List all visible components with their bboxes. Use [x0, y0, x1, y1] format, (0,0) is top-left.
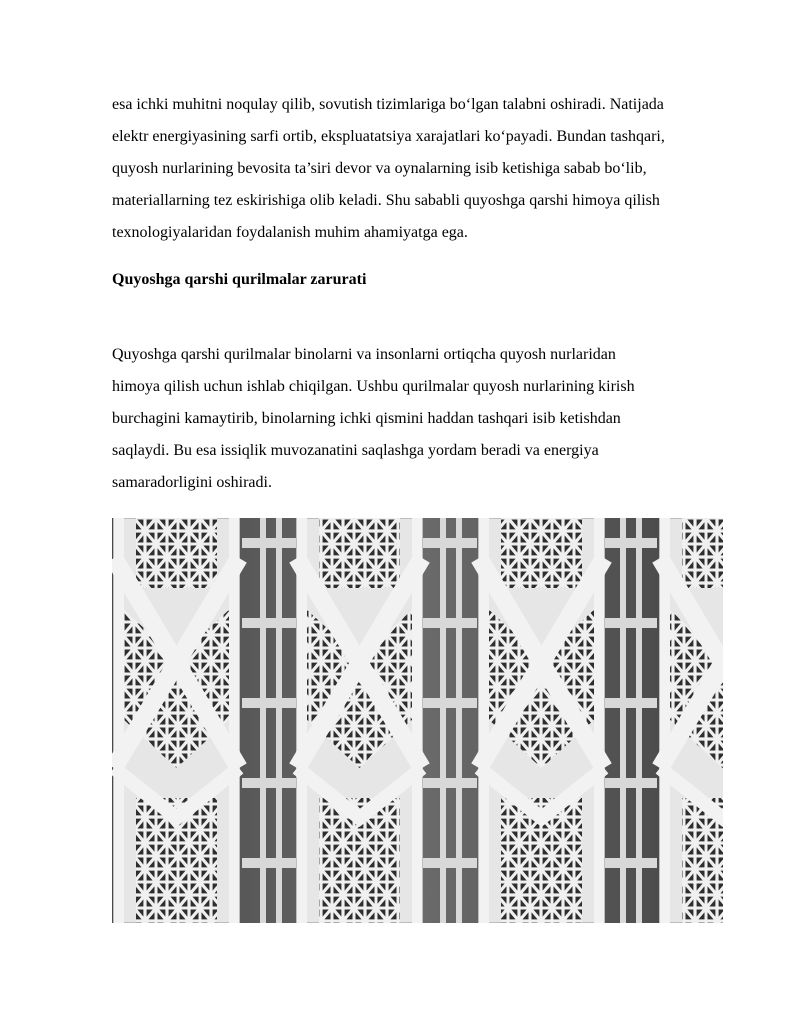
- floor-slab: [602, 618, 657, 628]
- text-line: himoya qilish uchun ishlab chiqilgan. Ushbu qurilmalar quyosh nurlarining kirish: [112, 378, 635, 395]
- floor-slab: [602, 538, 657, 548]
- panel-edge: [660, 518, 670, 923]
- text-line: texnologiyalaridan foydalanish muhim ahamiyatga ega.: [112, 224, 468, 241]
- text-line: Quyoshga qarshi qurilmalar binolarni va insonlarni ortiqcha quyosh nurlaridan: [112, 346, 616, 363]
- lattice-block: [501, 518, 582, 588]
- mullion: [276, 518, 282, 923]
- paragraph-intro: [112, 89, 742, 249]
- floor-slab: [602, 778, 657, 788]
- floor-slab: [422, 538, 477, 548]
- floor-slab: [242, 538, 297, 548]
- text-line: materiallarning tez eskirishiga olib keladi. Shu sababli quyoshga qarshi himoya qilish: [112, 192, 660, 209]
- text-line: saqlaydi. Bu esa issiqlik muvozanatini saqlashga yordam beradi va energiya: [112, 442, 599, 459]
- floor-slab: [422, 698, 477, 708]
- mullion: [620, 518, 626, 923]
- lattice-block: [682, 518, 723, 588]
- text-line: elektr energiyasining sarfi ortib, ekspluatatsiya xarajatlari ko‘payadi. Bundan tashqari,: [112, 128, 665, 145]
- floor-slab: [422, 858, 477, 868]
- text-line: quyosh nurlarining bevosita ta’siri devor va oynalarning isib ketishiga sabab bo‘lib,: [112, 160, 647, 177]
- panel-edge: [114, 518, 124, 923]
- mullion: [260, 518, 266, 923]
- floor-slab: [422, 618, 477, 628]
- section-heading: Quyoshga qarshi qurilmalar zarurati: [112, 271, 367, 288]
- panel-edge: [297, 518, 307, 923]
- mullion: [456, 518, 462, 923]
- facade-photo: [112, 518, 723, 923]
- floor-slab: [602, 858, 657, 868]
- floor-slab: [602, 698, 657, 708]
- panel-edge: [479, 518, 489, 923]
- mullion: [636, 518, 642, 923]
- floor-slab: [242, 698, 297, 708]
- floor-slab: [242, 778, 297, 788]
- floor-slab: [242, 618, 297, 628]
- text-line: burchagini kamaytirib, binolarning ichki qismini haddan tashqari isib ketishdan: [112, 410, 621, 427]
- text-line: samaradorligini oshiradi.: [112, 474, 272, 491]
- lattice-block: [136, 518, 217, 588]
- mullion: [440, 518, 446, 923]
- paragraph-section: [112, 339, 742, 499]
- text-line: esa ichki muhitni noqulay qilib, sovutish tizimlariga bo‘lgan talabni oshiradi. Natijada: [112, 96, 664, 113]
- floor-slab: [242, 858, 297, 868]
- lattice-block: [319, 518, 400, 588]
- panel-edge: [594, 518, 604, 923]
- panel-edge: [412, 518, 422, 923]
- floor-slab: [422, 778, 477, 788]
- panel-edge: [229, 518, 239, 923]
